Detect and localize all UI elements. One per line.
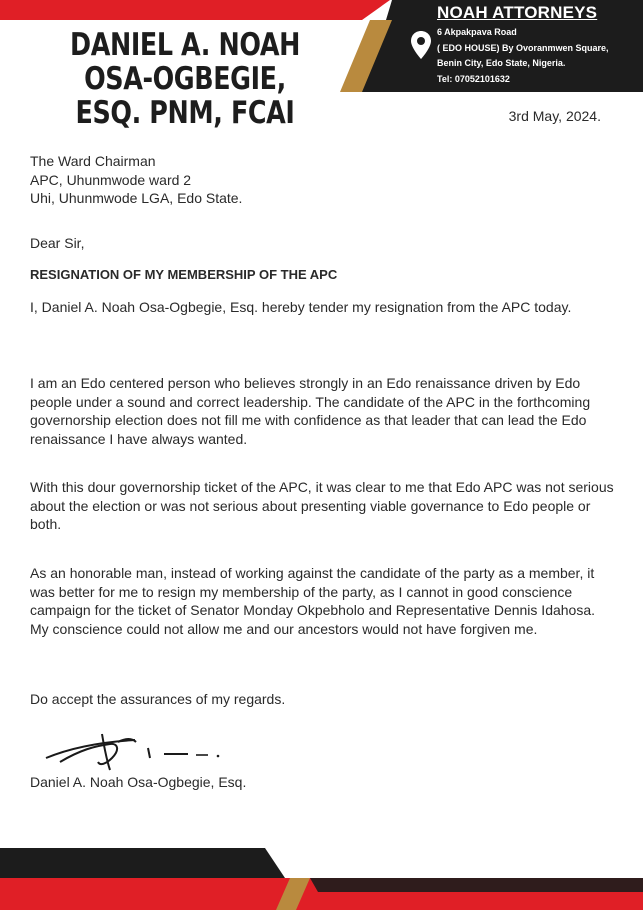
body-paragraph: I am an Edo centered person who believes strongly in an Edo renaissance driven by Edo people under a sound and correct leadership. The candidate of the APC in the forthcoming governorship election does not fill me with confidence as that leader that can lead the Edo renaissance I have always wanted. bbox=[30, 375, 591, 447]
body-paragraph: With this dour governorship ticket of the APC, it was clear to me that Edo APC was not serious about the election or was not serious about presenting viable governance to Edo people or both. bbox=[30, 479, 614, 532]
footer-banner bbox=[0, 840, 643, 910]
subject-heading: RESIGNATION OF MY MEMBERSHIP OF THE APC bbox=[30, 267, 338, 282]
addressee-block bbox=[30, 152, 615, 208]
letter-date: 3rd May, 2024. bbox=[508, 108, 601, 124]
addressee-line: APC, Uhunmwode ward 2 bbox=[30, 171, 192, 188]
header-red-stripe bbox=[0, 0, 390, 20]
firm-name: NOAH ATTORNEYS bbox=[437, 3, 598, 22]
address-line: ( EDO HOUSE) By Ovoranmwen Square, bbox=[437, 42, 609, 53]
salutation: Dear Sir, bbox=[30, 235, 85, 251]
letterhead-name-line2: ESQ. PNM, FCAI bbox=[75, 95, 295, 131]
footer-black-band bbox=[0, 848, 290, 878]
addressee-line: The Ward Chairman bbox=[30, 153, 156, 169]
footer-black-wedge bbox=[310, 878, 643, 892]
location-pin-icon bbox=[410, 30, 432, 60]
letterhead-name-line1: DANIEL A. NOAH OSA-OGBEGIE, bbox=[70, 27, 300, 97]
closing-line: Do accept the assurances of my regards. bbox=[30, 691, 286, 707]
body-paragraph: I, Daniel A. Noah Osa-Ogbegie, Esq. hereby tender my resignation from the APC today. bbox=[30, 299, 572, 315]
address-line: 6 Akpakpava Road bbox=[437, 27, 517, 37]
signatory-name: Daniel A. Noah Osa-Ogbegie, Esq. bbox=[30, 774, 247, 790]
signature bbox=[40, 728, 230, 774]
body-paragraph: As an honorable man, instead of working against the candidate of the party as a member, it was better for me to resign my membership of the party, as I cannot in good conscience campaign for the ticket of Senator Monday Okpebholo and Representative Dennis Idahosa. My conscience could not allow me and our ancestors would not have forgiven me. bbox=[30, 565, 596, 637]
address-line: Tel: 07052101632 bbox=[437, 73, 510, 84]
footer-white-gap bbox=[265, 848, 643, 878]
firm-address bbox=[437, 25, 609, 87]
letterhead-name bbox=[33, 28, 336, 130]
address-line: Benin City, Edo State, Nigeria. bbox=[437, 58, 566, 68]
addressee-line: Uhi, Uhunmwode LGA, Edo State. bbox=[30, 190, 243, 206]
